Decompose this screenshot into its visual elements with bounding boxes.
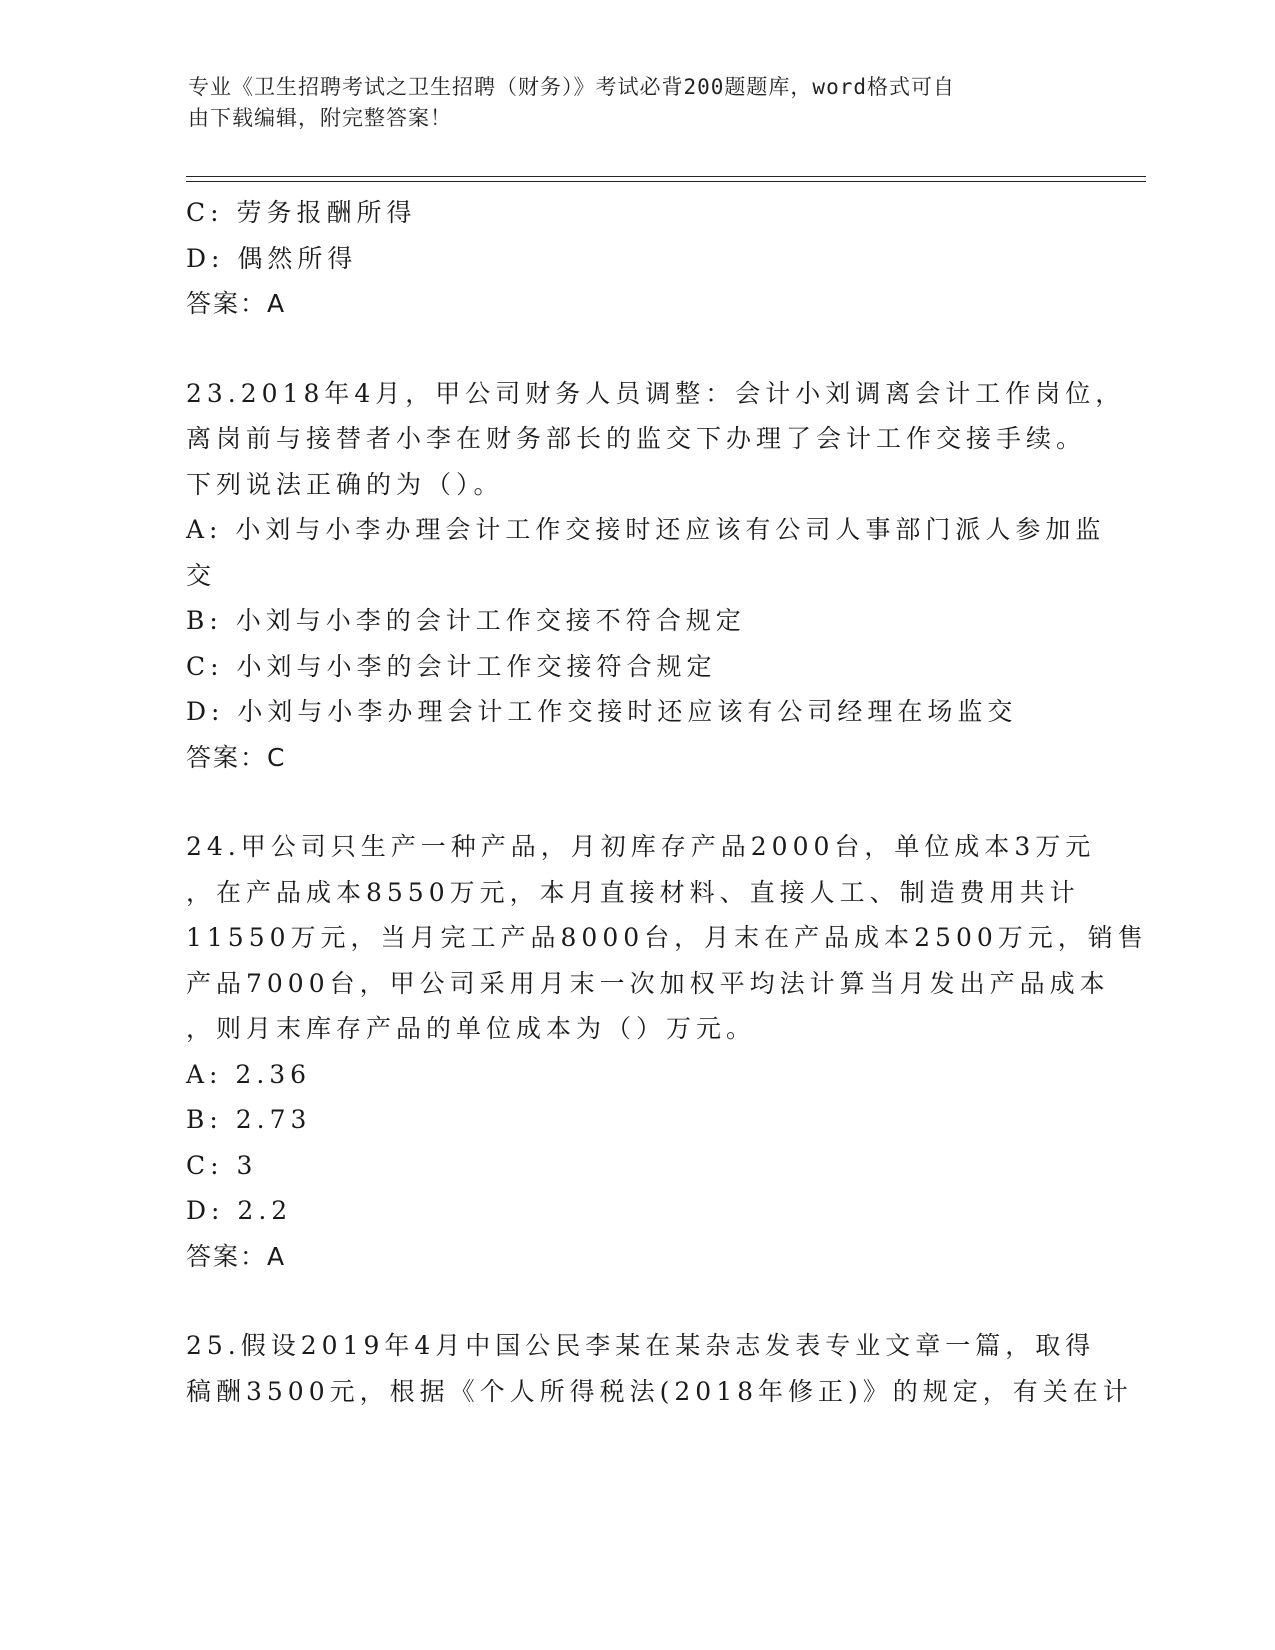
q24-option-c: C: 3 — [186, 1150, 258, 1180]
q22-option-d: D: 偶然所得 — [186, 243, 358, 273]
spacer — [186, 327, 1086, 371]
q23-stem-line-3: 下列说法正确的为（）。 — [186, 469, 504, 499]
header-line-2: 由下载编辑，附完整答案！ — [188, 106, 452, 130]
q25-stem-line-2: 稿酬3500元，根据《个人所得税法(2018年修正)》的规定，有关在计 — [186, 1376, 1133, 1406]
q24-stem-line-3: 11550万元，当月完工产品8000台，月末在产品成本2500万元，销售 — [186, 923, 1148, 952]
q23-option-a-line-2: 交 — [186, 560, 217, 590]
q23-option-d: D: 小刘与小李办理会计工作交接时还应该有公司经理在场监交 — [186, 697, 1018, 726]
q23-option-b: B: 小刘与小李的会计工作交接不符合规定 — [186, 606, 746, 635]
q23-option-a-line-1: A: 小刘与小李办理会计工作交接时还应该有公司人事部门派人参加监 — [186, 515, 1106, 544]
q24-stem-line-5: ，则月末库存产品的单位成本为（）万元。 — [186, 1014, 757, 1043]
q22-answer: 答案：A — [186, 289, 287, 318]
q24-stem-line-4: 产品7000台，甲公司采用月末一次加权平均法计算当月发出产品成本 — [186, 968, 1110, 998]
question-25 — [186, 1323, 1133, 1414]
q24-option-d: D: 2.2 — [186, 1196, 293, 1225]
header-divider-bottom — [186, 181, 1146, 182]
spacer — [186, 1279, 1086, 1323]
q23-stem-line-2: 离岗前与接替者小李在财务部长的监交下办理了会计工作交接手续。 — [186, 424, 1087, 453]
q24-stem-line-2: ，在产品成本8550万元，本月直接材料、直接人工、制造费用共计 — [186, 877, 1080, 907]
q25-stem-line-1: 25.假设2019年4月中国公民李某在某杂志发表专业文章一篇，取得 — [186, 1331, 1096, 1360]
header-divider-top — [186, 176, 1146, 177]
q24-stem-line-1: 24.甲公司只生产一种产品，月初库存产品2000台，单位成本3万元 — [186, 832, 1096, 861]
question-content — [186, 190, 1148, 1414]
q24-option-b: B: 2.73 — [186, 1105, 312, 1134]
document-header — [188, 72, 1068, 134]
q23-answer: 答案：C — [186, 742, 287, 772]
q24-answer: 答案：A — [186, 1241, 287, 1271]
header-line-1: 专业《卫生招聘考试之卫生招聘（财务）》考试必背200题题库，word格式可自 — [188, 75, 955, 99]
question-23 — [186, 371, 1126, 781]
q24-option-a: A: 2.36 — [186, 1059, 312, 1089]
question-24 — [186, 824, 1148, 1279]
q23-option-c: C: 小刘与小李的会计工作交接符合规定 — [186, 651, 717, 681]
spacer — [186, 780, 1086, 824]
question-22-tail — [186, 190, 1086, 327]
q23-stem-line-1: 23.2018年4月，甲公司财务人员调整：会计小刘调离会计工作岗位， — [186, 378, 1126, 408]
q22-option-c: C: 劳务报酬所得 — [186, 198, 417, 227]
